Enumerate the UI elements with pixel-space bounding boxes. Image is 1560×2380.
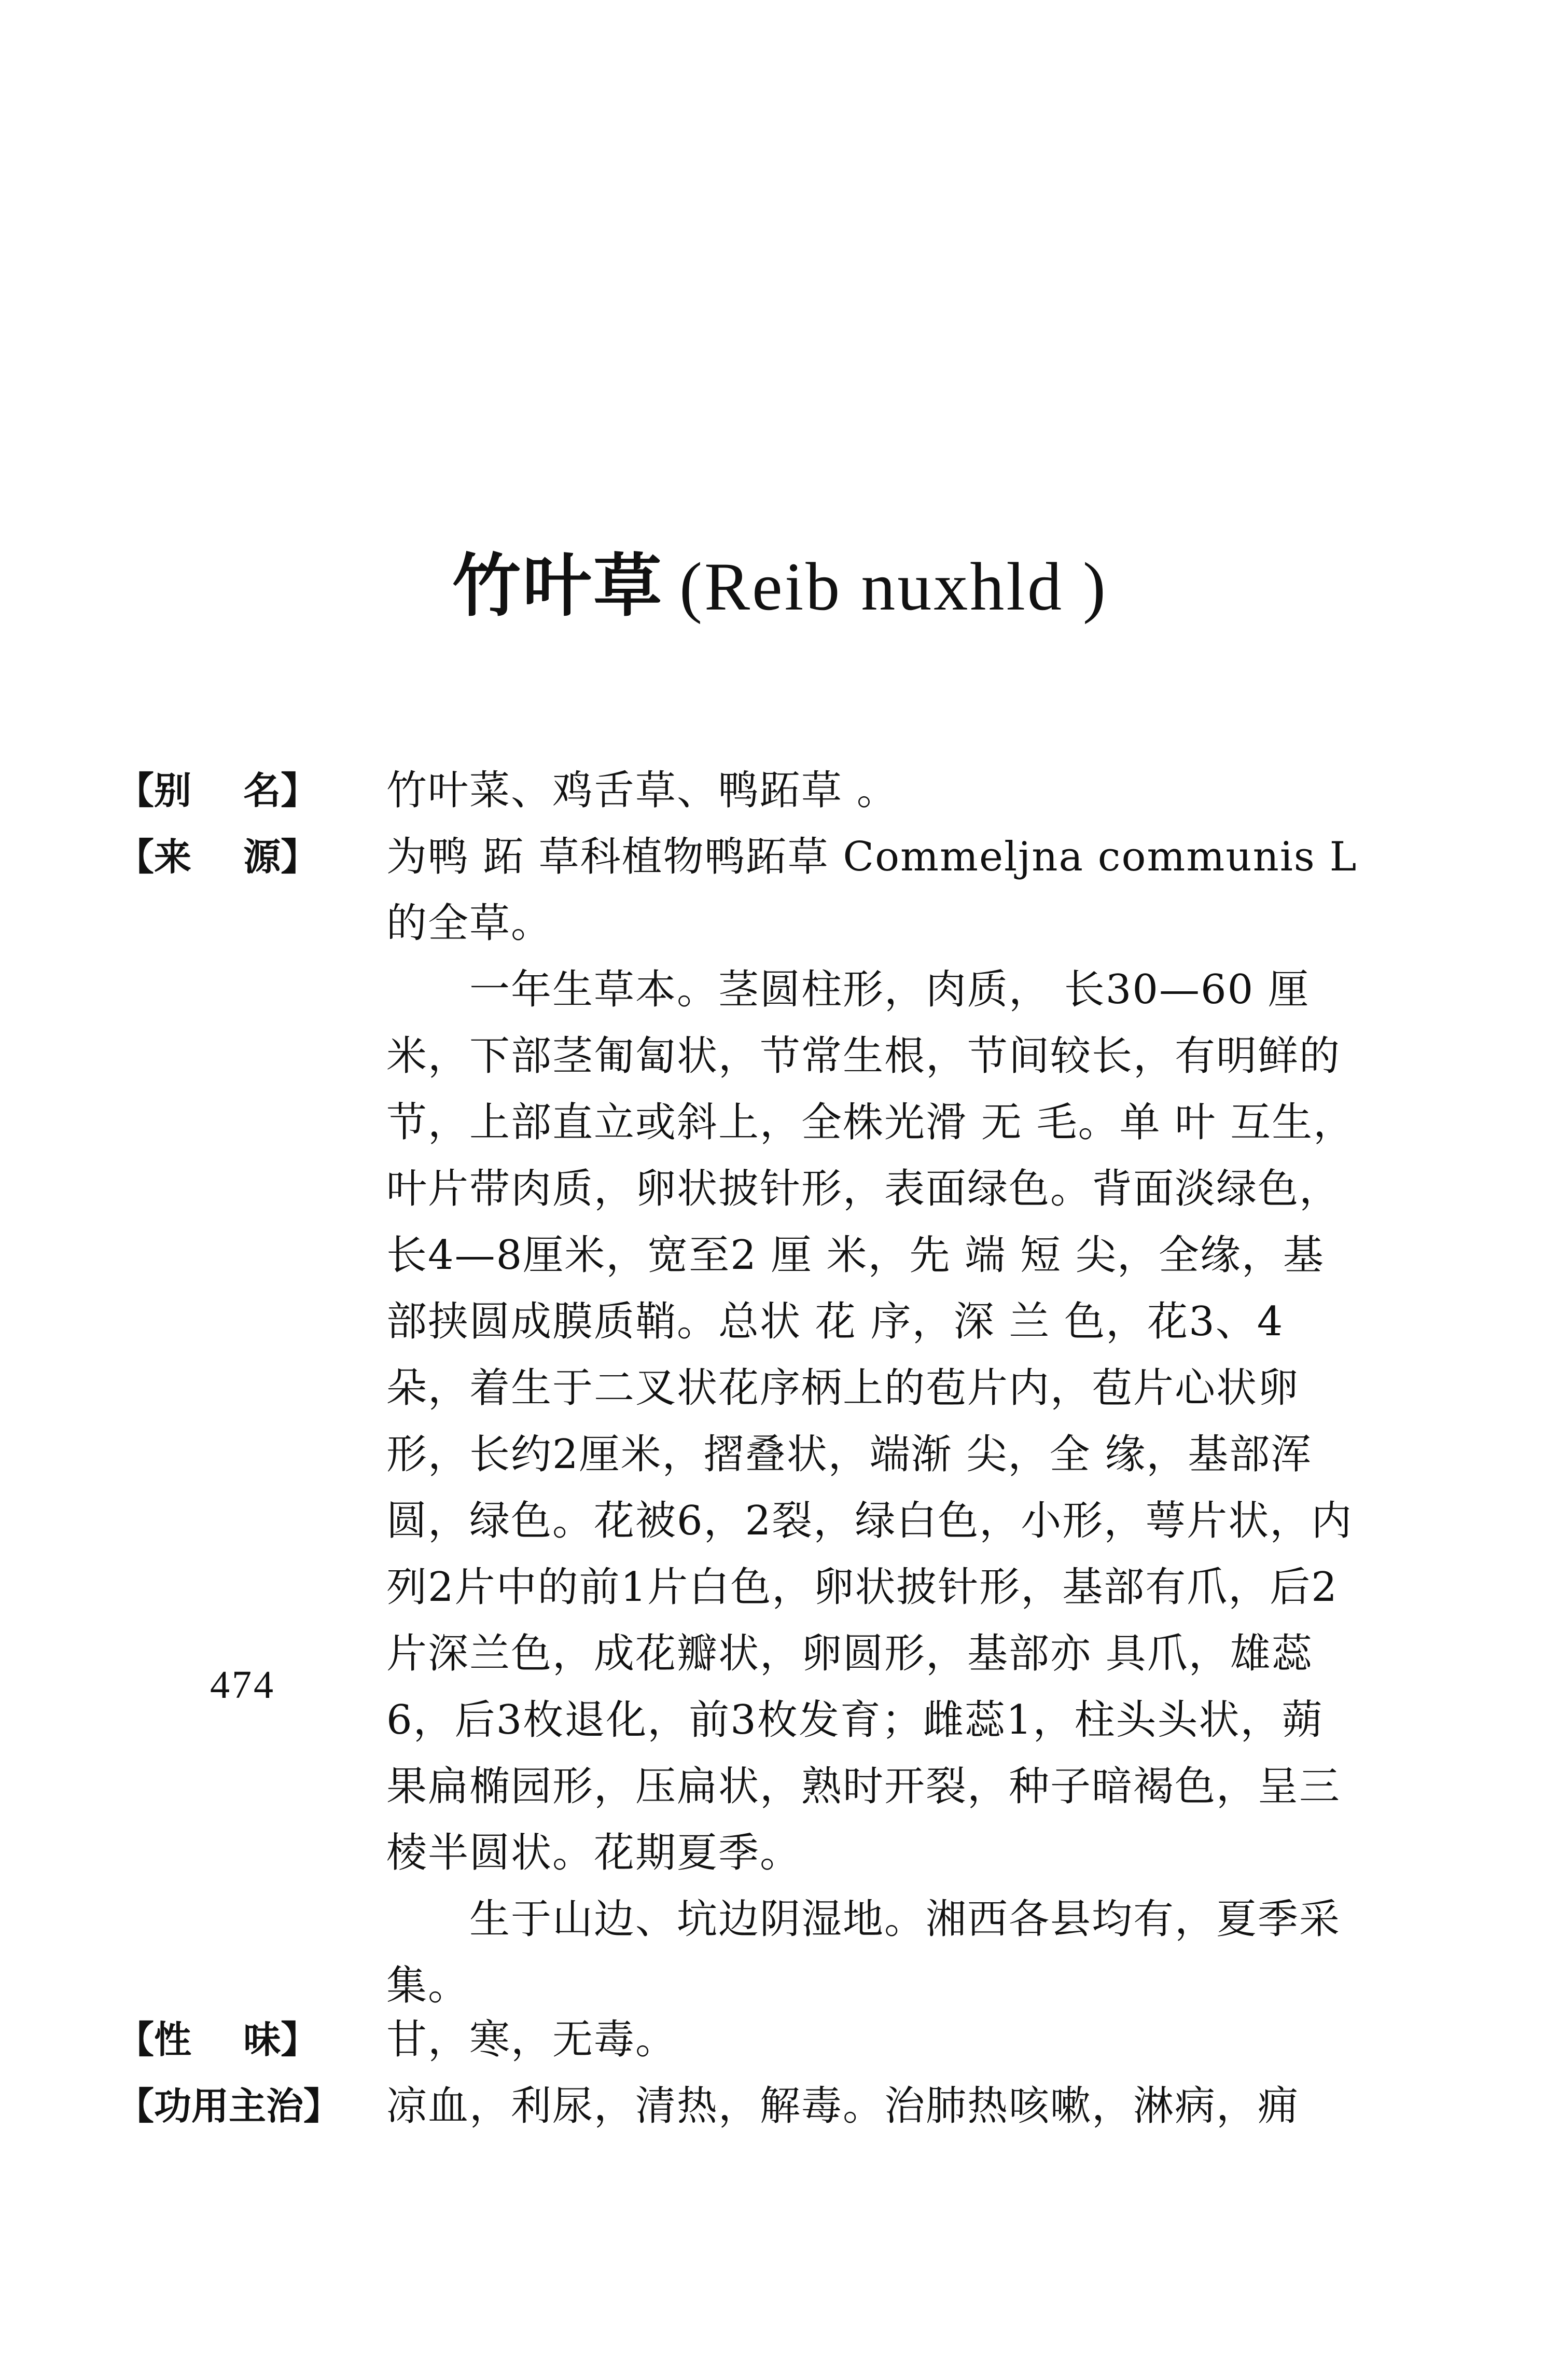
alias-content — [386, 757, 1361, 824]
function-label: 【功用主治】 — [117, 2084, 341, 2128]
taste-text: 甘，寒，无毒。 — [386, 2016, 677, 2063]
title-latin: (Reib nuxhld ) — [679, 548, 1108, 625]
function-text: 凉血，利尿，清热，解毒。治肺热咳嗽，淋病，痈 — [386, 2083, 1300, 2129]
source-label: 【来 源】 — [117, 835, 318, 879]
taste-label: 【性 味】 — [117, 2018, 318, 2061]
alias-text: 竹叶菜、鸡舌草、鸭跖草 。 — [386, 767, 898, 814]
page-number: 474 — [210, 1663, 275, 1707]
page-title — [0, 539, 1560, 633]
taste-content — [386, 2007, 1361, 2073]
source-habitat: 生于山边、坑边阴湿地。湘西各县均有，夏季采集。 — [386, 1896, 1341, 2009]
function-content — [386, 2073, 1361, 2139]
alias-label: 【别 名】 — [117, 769, 318, 812]
title-chinese: 竹叶草 — [452, 546, 664, 626]
source-text: 为鸭 跖 草科植物鸭跖草 Commeljna communis L 的全草。 — [386, 834, 1358, 947]
source-content — [386, 824, 1361, 2019]
source-description: 一年生草本。茎圆柱形，肉质， 长30—60 厘米，下部茎匍匐状，节常生根，节间较长，有明鲜的节，上部直立或斜上，全株光滑 无 毛。单 叶 互生，叶片带肉质，卵状披针形，表面绿色。背面淡绿色，长4—8厘米，宽至2 厘 米，先 端 短 尖，全缘，基部挟圆成膜质鞘。总状 花 序，深 兰 色，花3、4朵，着生于二叉状花序柄上的苞片内，苞片心状卵形，长约2厘米，摺叠状，端渐 尖，全 缘，基部浑圆，绿色。花被6，2裂，绿白色，小形，萼片状，内列2片中的前1片白色，卵状披针形，基部有爪，后2片深兰色，成花瓣状，卵圆形，基部亦 具爪，雄蕊6，后3枚退化，前3枚发育；雌蕊1，柱头头状，蒴果扁椭园形，压扁状，熟时开裂，种子暗褐色，呈三棱半圆状。花期夏季。 — [386, 966, 1355, 1876]
